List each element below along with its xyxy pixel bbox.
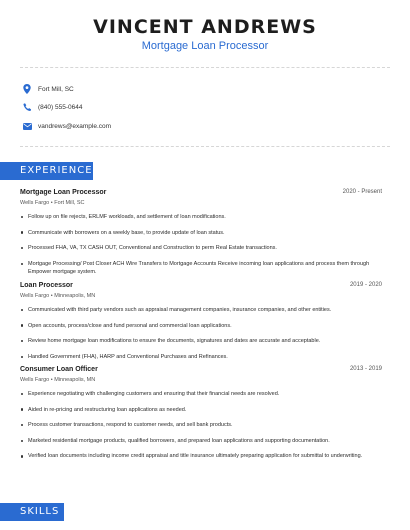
bullet-item: Communicate with borrowers on a weekly base, to provide update of loan status.: [20, 229, 382, 237]
contact-location: [22, 82, 74, 96]
company-name: Wells Fargo: [20, 377, 50, 383]
job-entry: [20, 189, 382, 283]
divider: [20, 146, 390, 147]
bullet-item: Experience negotiating with challenging customers and ensuring that their financial needs are resolved.: [20, 390, 382, 398]
mail-icon: [22, 121, 32, 131]
job-dates: 2013 - 2019: [349, 366, 382, 372]
bullet-item: Processed FHA, VA, TX CASH OUT, Conventional and Construction to perm Real Estate transactions.: [20, 244, 382, 252]
job-entry: [20, 282, 382, 368]
section-skills: SKILLS: [0, 503, 64, 521]
location-pin-icon: [22, 84, 32, 94]
bullet-item: Review home mortgage loan modifications to ensure the documents, signatures and dates are accurate and acceptable.: [20, 337, 382, 345]
company-name: Wells Fargo: [20, 200, 50, 206]
contact-phone-text: (840) 555-0644: [38, 103, 83, 111]
job-company: Wells Fargo • Minneapolis, MN: [20, 377, 96, 383]
job-title: Loan Processor: [20, 282, 73, 289]
job-title: Consumer Loan Officer: [20, 366, 98, 373]
job-company: Wells Fargo • Fort Mill, SC: [20, 200, 85, 206]
company-location: Fort Mill, SC: [54, 200, 85, 206]
bullet-item: Open accounts, process/close and fund personal and commercial loan applications.: [20, 322, 382, 330]
divider: [20, 67, 390, 68]
bullet-item: Aided in re-pricing and restructuring loan applications as needed.: [20, 406, 382, 414]
bullet-item: Handled Government (FHA), HARP and Conventional Purchases and Refinances.: [20, 353, 382, 361]
bullet-item: Marketed residential mortgage products, qualified borrowers, and prepared loan applications and supporting documentation.: [20, 437, 382, 445]
contact-phone: [22, 100, 82, 114]
company-name: Wells Fargo: [20, 293, 50, 299]
job-entry: [20, 366, 382, 468]
bullet-item: Follow up on file rejects, ERLMF workloads, and settlement of loan modifications.: [20, 213, 382, 221]
job-title: Mortgage Loan Processor: [20, 189, 107, 196]
job-dates: 2019 - 2020: [349, 282, 382, 288]
contact-location-text: Fort Mill, SC: [38, 85, 74, 93]
section-experience: EXPERIENCE: [0, 162, 93, 180]
contact-email: [22, 119, 111, 133]
job-company: Wells Fargo • Minneapolis, MN: [20, 293, 96, 299]
company-location: Minneapolis, MN: [54, 293, 96, 299]
candidate-name: VINCENT ANDREWS: [93, 16, 317, 38]
job-title-heading: Mortgage Loan Processor: [141, 40, 269, 52]
bullet-item: Process customer transactions, respond to customer needs, and sell bank products.: [20, 421, 382, 429]
phone-icon: [22, 102, 32, 112]
bullet-item: Communicated with third party vendors such as appraisal management companies, insurance companies, and other entities.: [20, 306, 382, 314]
bullet-item: Mortgage Processing/ Post Closer ACH Wire Transfers to Mortgage Accounts Receive incoming loan applications and process them through Empower mortgage system.: [20, 260, 382, 276]
company-location: Minneapolis, MN: [54, 377, 96, 383]
job-dates: 2020 - Present: [342, 189, 382, 195]
bullet-item: Verified loan documents including income credit appraisal and title insurance ultimately preparing application for submittal to underwriting.: [20, 452, 382, 460]
contact-email-text: vandrews@example.com: [38, 122, 112, 130]
